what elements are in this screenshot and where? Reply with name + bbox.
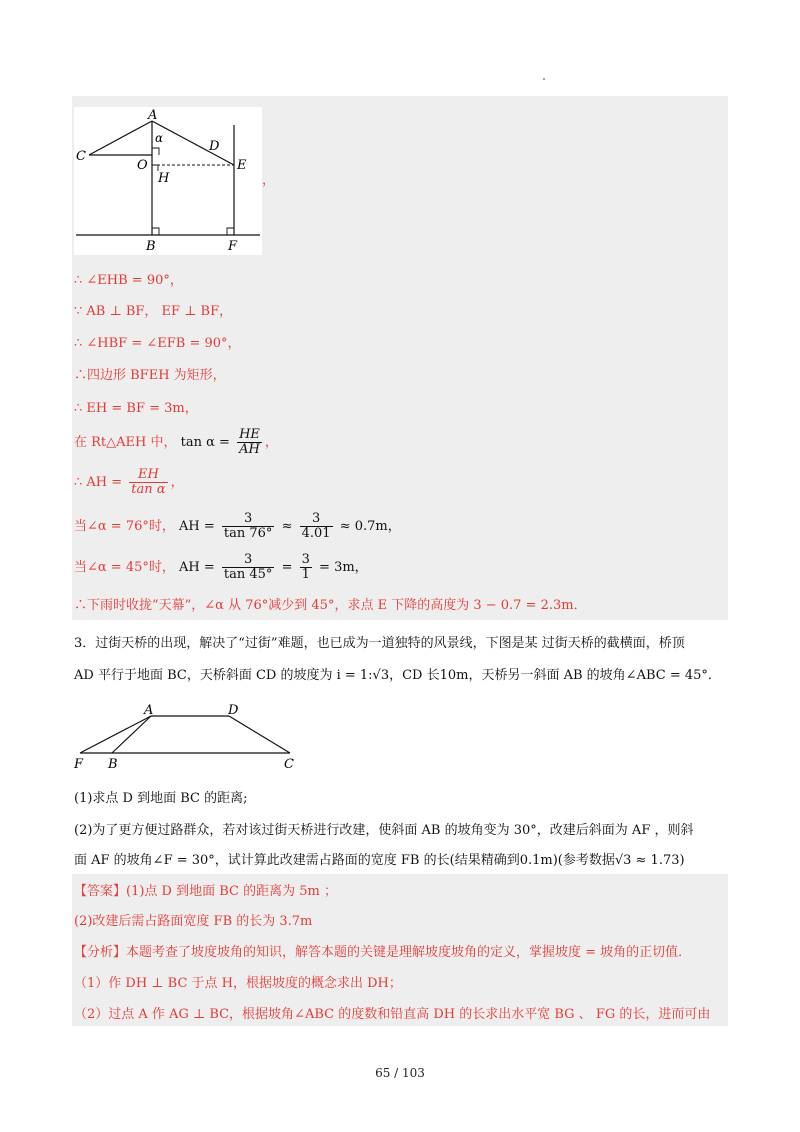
- fig2-label-c: C: [284, 757, 294, 772]
- analysis-line-3: （2）过点 A 作 AG ⊥ BC，根据坡角∠ABC 的度数和铅直高 DH 的长求出水平宽 BG 、 FG 的长，进而可由: [74, 1007, 711, 1022]
- step-alpha-45: 当∠α = 45°时， AH = $\frac{3}{\tan 45^\circ}$ = $\frac{3}{1}$ = 3m，: [74, 552, 368, 582]
- sub-question-2-line-1: (2)为了更方便过路群众，若对该过街天桥进行改建，使斜面 AB 的坡角变为 30°，改建后斜面为 AF ，则斜: [74, 823, 694, 838]
- fig1-label-alpha: α: [155, 131, 164, 145]
- fig2-label-f: F: [74, 757, 84, 772]
- step-perpendicular: ∵ AB ⊥ BF， EF ⊥ BF，: [74, 304, 233, 319]
- step-eh-equals: ∴ EH = BF = 3m，: [74, 401, 198, 416]
- step-conclusion: ∴下雨时收拢“天幕”，∠α 从 76°减少到 45°，求点 E 下降的高度为 3 − 0.7 = 2.3m．: [74, 598, 587, 613]
- answer-line-2: (2)改建后需占路面宽度 FB 的长为 3.7m: [74, 914, 313, 929]
- fig1-label-a: A: [148, 108, 158, 123]
- header-dot: [543, 78, 545, 80]
- step-tan-alpha: 在 Rt△AEH 中， tan α = $\frac{HE}{AH}$ ，: [74, 427, 278, 457]
- question-3-line-2: AD 平行于地面 BC，天桥斜面 CD 的坡度为 i = 1:√3，CD 长10m，天桥另一斜面 AB 的坡角∠ABC = 45°．: [74, 668, 721, 683]
- fig1-label-c: C: [76, 149, 86, 164]
- question-3-line-1: 3．过街天桥的出现，解决了“过街”难题，也已成为一道独特的风景线，下图是某 过街天桥的截横面，桥顶: [74, 636, 685, 651]
- fig1-label-h: H: [158, 171, 170, 186]
- analysis-line-1: 【分析】本题考查了坡度坡角的知识，解答本题的关键是理解坡度坡角的定义，掌握坡度 = 坡角的正切值．: [74, 945, 692, 960]
- step-alpha-76: 当∠α = 76°时， AH = $\frac{3}{\tan 76^\circ}$ ≈ $\frac{3}{4.01}$ ≈ 0.7m，: [74, 511, 401, 541]
- answer-line-1: 【答案】(1)点 D 到地面 BC 的距离为 5m ；: [74, 884, 337, 899]
- fig1-label-o: O: [137, 158, 148, 173]
- fig1-trailing-comma: ，: [262, 173, 276, 188]
- sub-question-1: (1)求点 D 到地面 BC 的距离;: [74, 791, 248, 806]
- page-number: 65 / 103: [375, 1066, 425, 1080]
- fig2-label-d: D: [228, 703, 239, 718]
- analysis-line-2: （1）作 DH ⊥ BC 于点 H，根据坡度的概念求出 DH；: [74, 976, 402, 991]
- step-ah-formula: ∴ AH = $\frac{EH}{\text{tan α}}$ ，: [74, 467, 184, 497]
- figure-2: [72, 700, 312, 772]
- fig1-label-e: E: [237, 158, 247, 173]
- fig1-label-d: D: [209, 139, 220, 154]
- fig1-label-b: B: [146, 239, 156, 254]
- fig2-label-a: A: [144, 703, 154, 718]
- step-angle-hbf: ∴ ∠HBF = ∠EFB = 90°，: [74, 336, 241, 351]
- sub-question-2-line-2: 面 AF 的坡角∠F = 30°，试计算此改建需占路面的宽度 FB 的长(结果精确到0.1m)(参考数据√3 ≈ 1.73): [74, 853, 685, 868]
- step-angle-ehb: ∴ ∠EHB = 90°，: [74, 273, 183, 288]
- step-rectangle: ∴四边形 BFEH 为矩形，: [74, 368, 226, 383]
- fig2-label-b: B: [108, 757, 118, 772]
- figure-1: [74, 107, 262, 255]
- fig1-label-f: F: [228, 239, 238, 254]
